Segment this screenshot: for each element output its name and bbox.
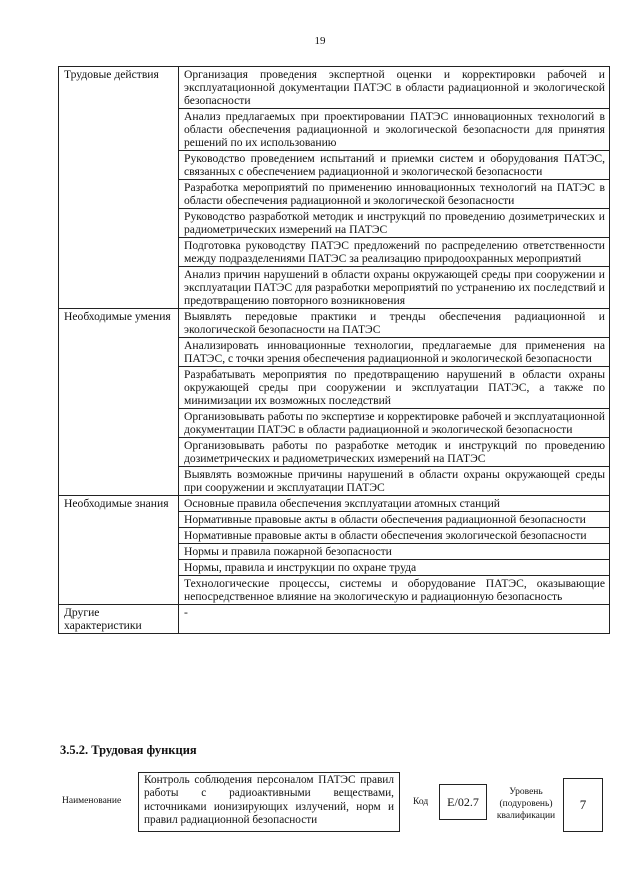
name-label: Наименование <box>62 796 122 806</box>
section-item: Организация проведения экспертной оценки и корректировки рабочей и эксплуатационной документации ПАТЭС в области радиационной и экологической безопасности <box>179 67 610 109</box>
section-item: Нормы и правила пожарной безопасности <box>179 544 610 560</box>
section-item: Технологические процессы, системы и оборудование ПАТЭС, оказывающие непосредственное влияние на экологическую и радиационную безопасность <box>179 576 610 605</box>
section-item: Нормативные правовые акты в области обеспечения экологической безопасности <box>179 528 610 544</box>
section-item: Разрабатывать мероприятия по предотвращению нарушений в области охраны окружающей среды при сооружении и эксплуатации ПАТЭС, а также по минимизации их возможных последствий <box>179 367 610 409</box>
section-item: Организовывать работы по разработке методик и инструкций по проведению дозиметрических и радиометрических измерений на ПАТЭС <box>179 438 610 467</box>
section-item: Руководство разработкой методик и инструкций по проведению дозиметрических и радиометрических измерений на ПАТЭС <box>179 209 610 238</box>
table-row <box>59 496 610 512</box>
code-label: Код <box>413 797 429 807</box>
section-item: Организовывать работы по экспертизе и корректировке рабочей и эксплуатационной документации ПАТЭС в области радиационной и экологической безопасности <box>179 409 610 438</box>
table-row <box>59 67 610 109</box>
function-code: E/02.7 <box>439 784 487 820</box>
section-item: Разработка мероприятий по применению инновационных технологий на ПАТЭС в области обеспечения радиационной и экологической безопасности <box>179 180 610 209</box>
section-item: Основные правила обеспечения эксплуатации атомных станций <box>179 496 610 512</box>
section-label: Необходимые умения <box>59 309 179 496</box>
section-item: Анализ предлагаемых при проектировании ПАТЭС инновационных технологий в области обеспечения радиационной и экологической безопасности для принятия решений по их использованию <box>179 109 610 151</box>
section-item: Нормы, правила и инструкции по охране труда <box>179 560 610 576</box>
labor-function-header <box>58 772 618 836</box>
section-label: Необходимые знания <box>59 496 179 605</box>
section-item: - <box>179 605 610 634</box>
table-row <box>59 605 610 634</box>
section-item: Руководство проведением испытаний и приемки систем и оборудования ПАТЭС, связанных с обеспечением радиационной и экологической безопасности <box>179 151 610 180</box>
section-label: Другие характеристики <box>59 605 179 634</box>
table-body <box>59 67 610 634</box>
section-label: Трудовые действия <box>59 67 179 309</box>
qualification-level-label: Уровень (подуровень) квалификации <box>496 787 556 821</box>
section-item: Анализировать инновационные технологии, предлагаемые для применения на ПАТЭС, с точки зрения обеспечения радиационной и экологической безопасности <box>179 338 610 367</box>
section-item: Нормативные правовые акты в области обеспечения радиационной безопасности <box>179 512 610 528</box>
section-item: Выявлять передовые практики и тренды обеспечения радиационной и экологической безопасности на ПАТЭС <box>179 309 610 338</box>
section-item: Подготовка руководству ПАТЭС предложений по распределению ответственности между подразделениями ПАТЭС за реализацию природоохранных мероприятий <box>179 238 610 267</box>
page-number: 19 <box>314 35 326 47</box>
labor-function-table <box>58 66 610 634</box>
section-item: Выявлять возможные причины нарушений в области охраны окружающей среды при сооружении и эксплуатации ПАТЭС <box>179 467 610 496</box>
section-heading: 3.5.2. Трудовая функция <box>60 743 197 757</box>
function-name: Контроль соблюдения персоналом ПАТЭС правил работы с радиоактивными веществами, источниками ионизирующих излучений, норм и правил радиационной безопасности <box>138 772 400 832</box>
qualification-level: 7 <box>563 778 603 832</box>
table-row <box>59 309 610 338</box>
section-item: Анализ причин нарушений в области охраны окружающей среды при сооружении и эксплуатации ПАТЭС для разработки мероприятий по устранению их последствий и предотвращению повторного возникновения <box>179 267 610 309</box>
